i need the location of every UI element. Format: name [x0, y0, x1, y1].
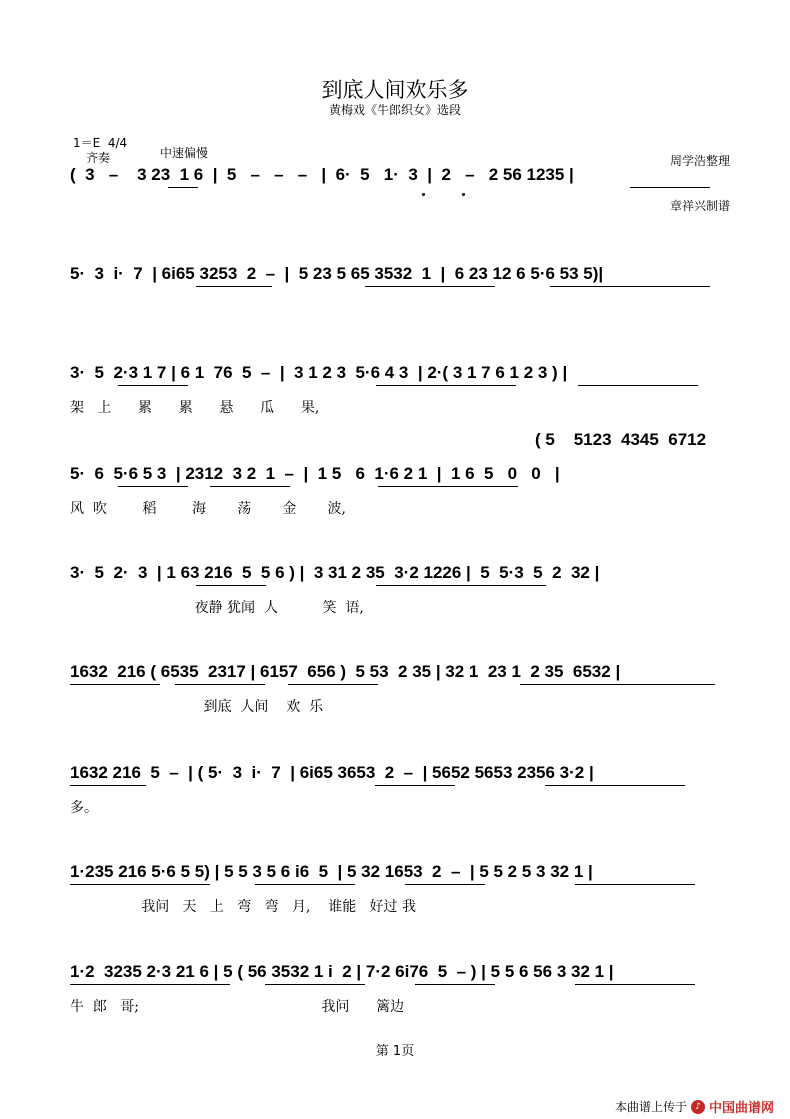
score-row-6	[0, 662, 790, 772]
notation-line: 3· 5 2· 3 | 1 63 216 5 5 6 ) | 3 31 2 35 3·2 1226 | 5 5·3 5 2 32 |	[70, 563, 600, 582]
notation-line: ( 3 – 3 23 1 6 | 5 – – – | 6· 5 1· 3 | 2 – 2 56 1235 |	[70, 165, 574, 184]
upload-text: 本曲谱上传于	[614, 1100, 687, 1114]
octave-dot	[422, 193, 425, 196]
beam	[365, 286, 495, 287]
beam	[168, 187, 198, 188]
lyrics-line: 架 上 累 累 悬 瓜 果,	[70, 400, 320, 416]
beam	[415, 984, 495, 985]
notation-line: 1632 216 5 – | ( 5· 3 i· 7 | 6i65 3653 2 – | 5652 5653 2356 3·2 |	[70, 763, 594, 782]
ensemble-label: 齐奏	[86, 151, 111, 165]
lyrics-line: 到底 人间 欢 乐	[70, 699, 324, 715]
site-logo-icon: ♪	[691, 1100, 705, 1114]
page-title: 到底人间欢乐多	[321, 78, 469, 102]
beam	[255, 884, 355, 885]
page-number: 第 1页	[375, 1044, 415, 1059]
beam	[630, 187, 710, 188]
beam	[210, 486, 290, 487]
score-row-3	[0, 363, 790, 473]
score-row-5	[0, 563, 790, 673]
notation-line: 3· 5 2·3 1 7 | 6 1 76 5 – | 3 1 2 3 5·6 4 3 | 2·( 3 1 7 6 1 2 3 ) |	[70, 363, 568, 382]
notation-line: 1·235 216 5·6 5 5) | 5 5 3 5 6 i6 5 | 5 32 1653 2 – | 5 5 2 5 3 32 1 |	[70, 862, 593, 881]
lyrics-line: 我问 天 上 弯 弯 月, 谁能 好过 我	[70, 899, 417, 915]
arranger-credit: 周学浩整理	[669, 154, 730, 168]
beam	[70, 684, 160, 685]
beam	[196, 585, 266, 586]
beam	[118, 486, 188, 487]
octave-dot	[462, 193, 465, 196]
score-row-7	[0, 763, 790, 873]
beam	[405, 884, 485, 885]
score-row-4	[0, 430, 790, 574]
notation-line: 5· 3 i· 7 | 6i65 3253 2 – | 5 23 5 65 3532 1 | 6 23 12 6 5·6 53 5)|	[70, 264, 604, 283]
subtitle: 黄梅戏《牛郎织女》选段	[328, 103, 461, 117]
lyrics-line: 多。	[70, 800, 98, 816]
beam	[575, 984, 695, 985]
beam	[70, 984, 230, 985]
score-row-1	[0, 165, 790, 275]
lyrics-line	[70, 298, 730, 320]
beam	[118, 385, 188, 386]
beam	[520, 684, 715, 685]
upload-footer	[615, 1097, 774, 1116]
notation-line: 1632 216 ( 6535 2317 | 6157 656 ) 5 53 2 35 | 32 1 23 1 2 35 6532 |	[70, 662, 621, 681]
beam	[550, 286, 710, 287]
beam	[196, 286, 272, 287]
lyrics-line: 夜静 犹闻 人 笑 语,	[70, 600, 364, 616]
beam	[175, 684, 265, 685]
notation-line: 5· 6 5·6 5 3 | 2312 3 2 1 – | 1 5 6 1·6 2 1 | 1 6 5 0 0 |	[70, 464, 560, 483]
lyrics-line: 风 吹 稻 海 荡 金 波,	[70, 501, 347, 517]
key-signature: 1＝E 4/4	[73, 136, 128, 150]
beam	[376, 585, 546, 586]
notation-line: 1·2 3235 2·3 21 6 | 5 ( 56 3532 1 i 2 | 7·2 6i76 5 – ) | 5 5 6 56 3 32 1 |	[70, 962, 614, 981]
beam	[288, 684, 378, 685]
score-row-8	[0, 862, 790, 972]
transcriber-credit: 章祥兴制谱	[669, 199, 730, 213]
beam	[70, 785, 146, 786]
beam	[265, 984, 365, 985]
site-logo-text[interactable]: 中国曲谱网	[708, 1101, 774, 1116]
beam	[378, 486, 518, 487]
beam	[575, 884, 695, 885]
upper-part-line: ( 5 5123 4345 6712	[535, 430, 707, 449]
lyrics-line	[70, 199, 730, 221]
tempo-marking: 中速偏慢	[160, 146, 209, 160]
lyrics-line: 牛 郎 哥; 我问 篱边	[70, 999, 405, 1015]
beam	[375, 785, 455, 786]
beam	[376, 385, 516, 386]
beam	[70, 884, 210, 885]
beam	[545, 785, 685, 786]
beam	[578, 385, 698, 386]
score-row-2	[0, 264, 790, 374]
